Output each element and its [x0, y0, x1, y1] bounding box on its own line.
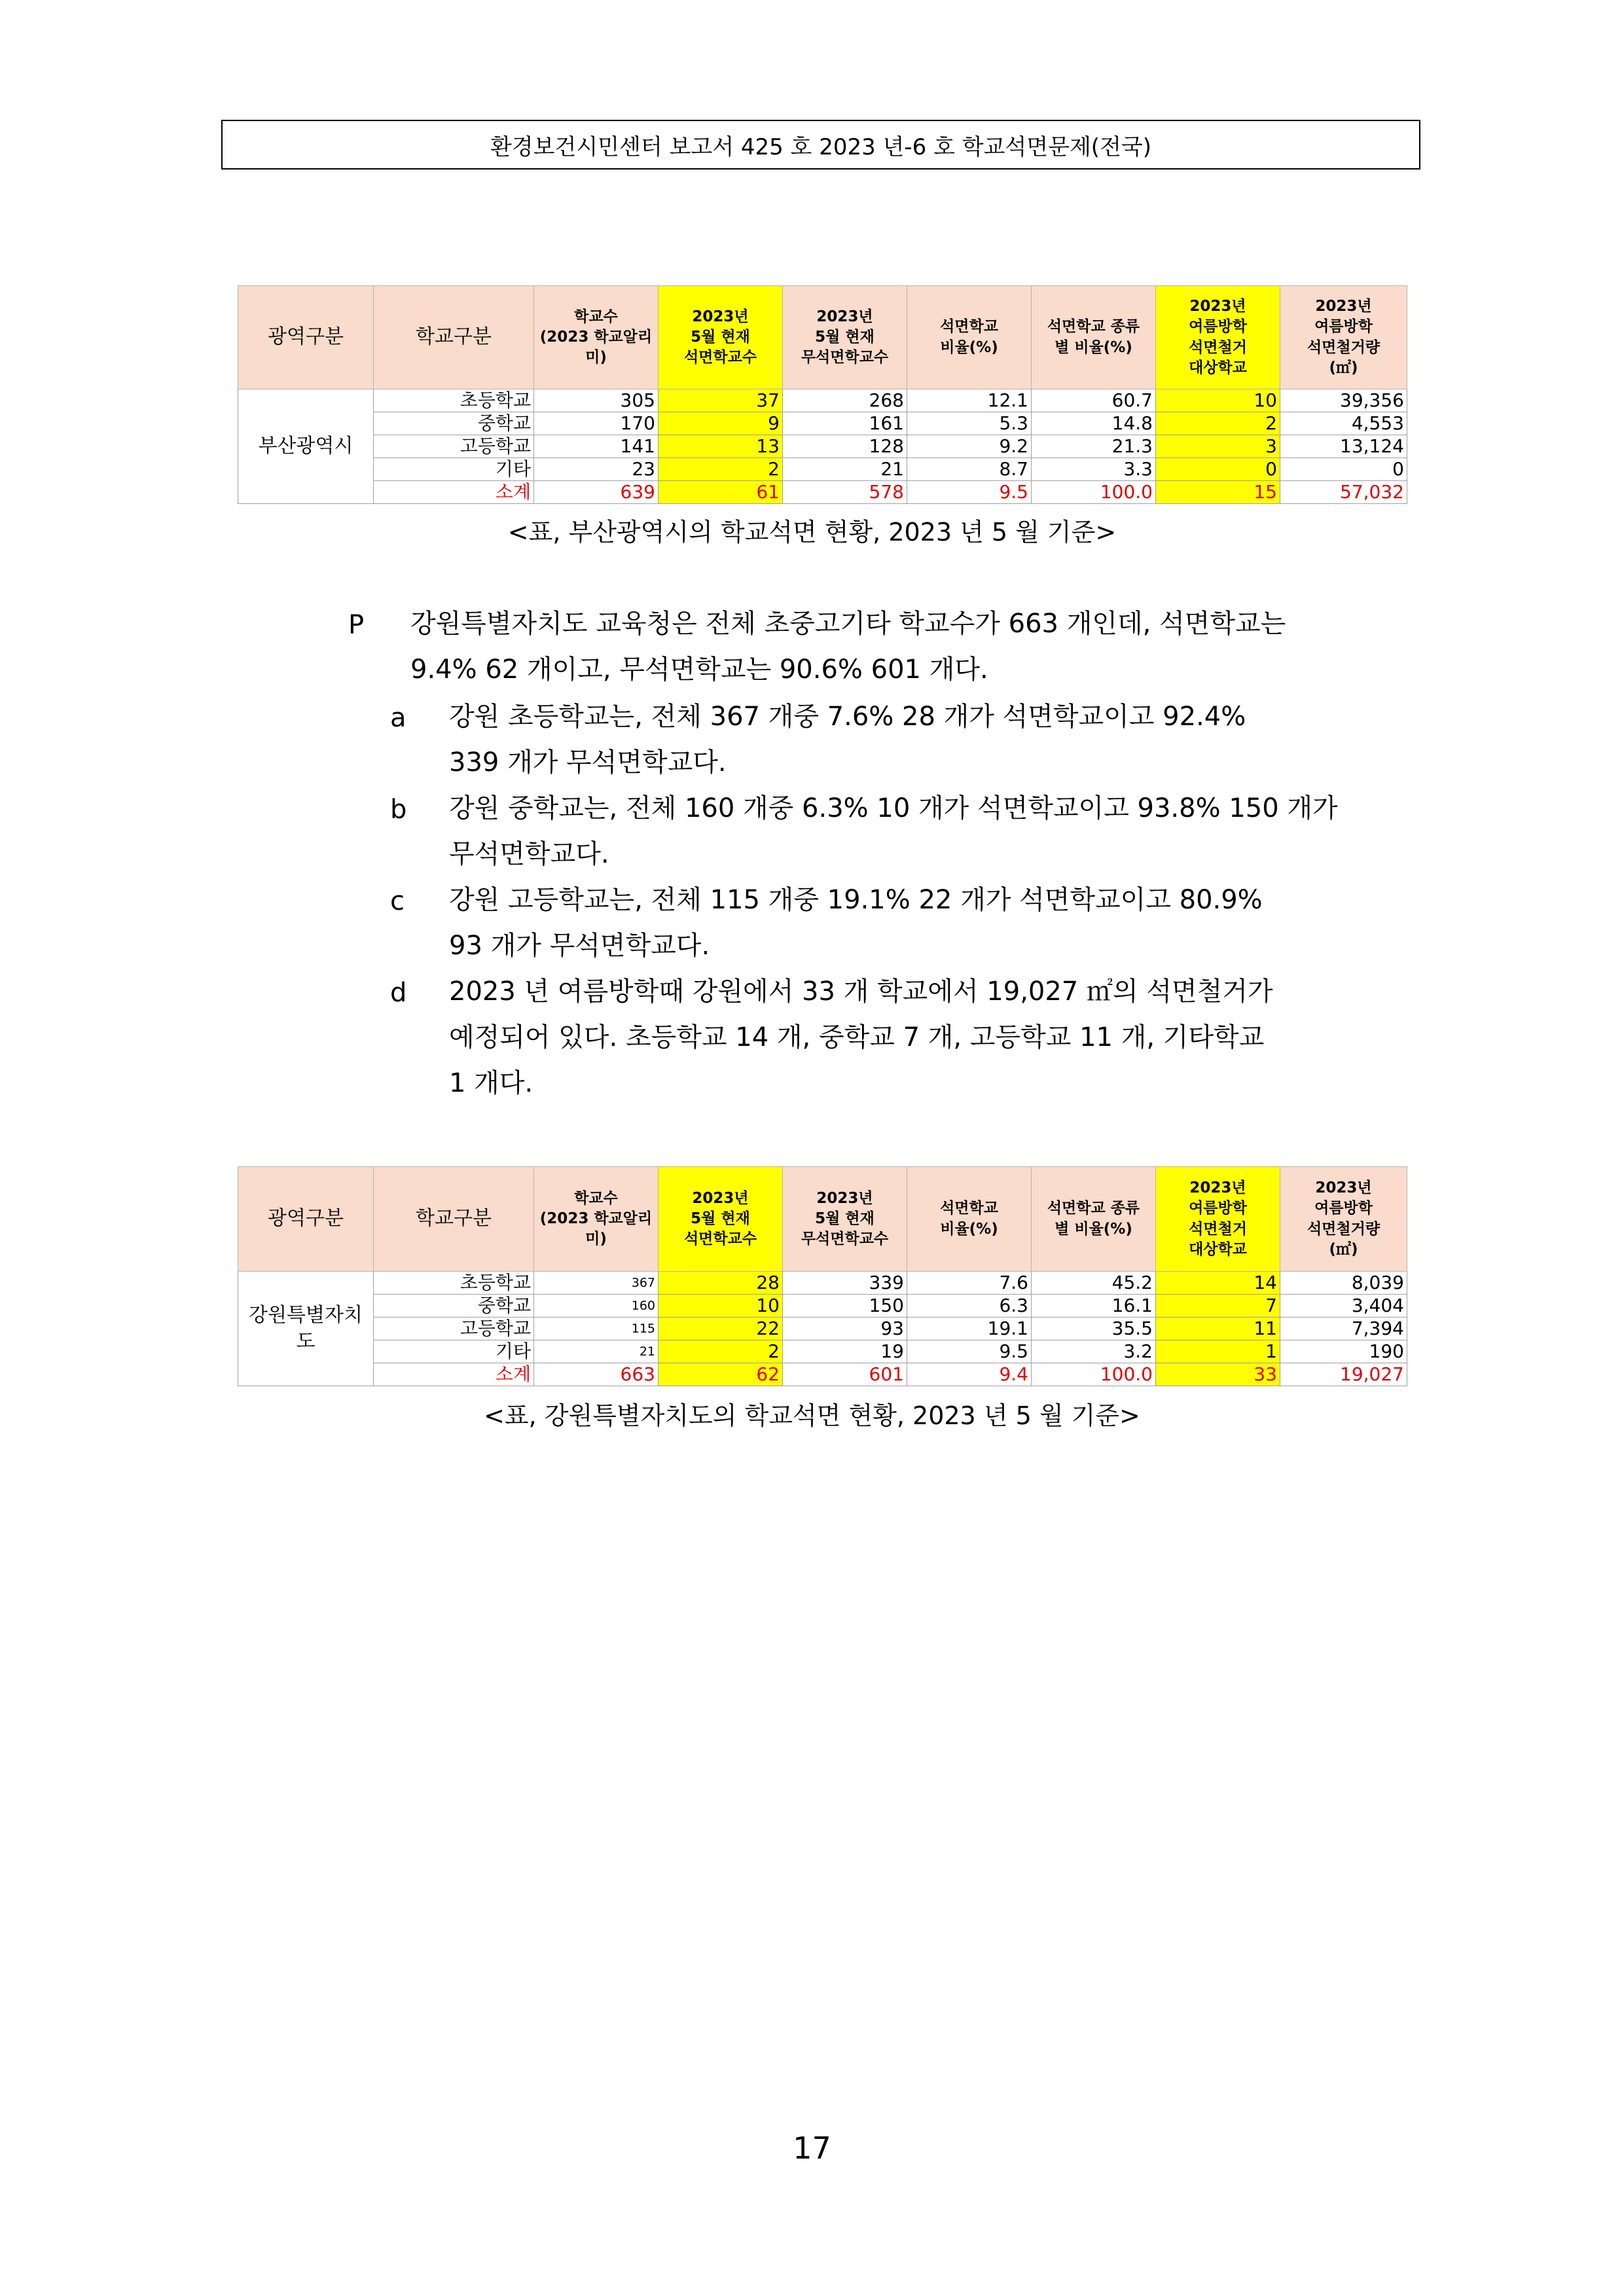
paragraph-line: 2023 년 여름방학때 강원에서 33 개 학교에서 19,027 ㎡의 석면철거가 [449, 977, 1273, 1007]
table-row: 중학교 160 10 150 6.3 16.1 7 3,404 [238, 1295, 1407, 1318]
bullet-marker: d [390, 978, 407, 1008]
paragraph-line: 강원특별자치도 교육청은 전체 초중고기타 학교수가 663 개인데, 석면학교는 [410, 609, 1286, 639]
col-region: 광역구분 [238, 286, 374, 389]
table-row: 고등학교 141 13 128 9.2 21.3 3 13,124 [238, 435, 1407, 458]
school-type-cell: 초등학교 [374, 389, 534, 412]
region-cell: 부산광역시 [238, 389, 374, 504]
paragraph-line: 강원 중학교는, 전체 160 개중 6.3% 10 개가 석면학교이고 93.8% 150 개가 [449, 793, 1338, 823]
busan-table-caption: <표, 부산광역시의 학교석면 현황, 2023 년 5 월 기준> [507, 518, 1117, 547]
report-header [221, 120, 1420, 170]
paragraph-line: 9.4% 62 개이고, 무석면학교는 90.6% 601 개다. [410, 655, 988, 685]
school-type-cell: 기타 [374, 1340, 534, 1363]
school-type-cell: 중학교 [374, 1295, 534, 1318]
school-type-cell: 기타 [374, 458, 534, 481]
table-row: 강원특별자치 도 초등학교 367 28 339 7.6 45.2 14 8,039 [238, 1272, 1407, 1295]
col-asbestos-ratio: 석면학교 비율(%) [907, 1167, 1032, 1272]
col-summer-area: 2023년 여름방학 석면철거량 (㎡) [1280, 286, 1407, 389]
col-asbestos-count: 2023년 5월 현재 석면학교수 [659, 1167, 783, 1272]
col-summer-target: 2023년 여름방학 석면철거 대상학교 [1156, 1167, 1280, 1272]
col-summer-target: 2023년 여름방학 석면철거 대상학교 [1156, 286, 1280, 389]
bullet-marker: P [348, 610, 365, 640]
paragraph-line: 339 개가 무석면학교다. [449, 747, 727, 778]
school-type-cell: 소계 [374, 481, 534, 504]
bullet-marker: b [390, 795, 407, 825]
col-asbestos-count: 2023년 5월 현재 석면학교수 [659, 286, 783, 389]
table-row: 고등학교 115 22 93 19.1 35.5 11 7,394 [238, 1318, 1407, 1340]
col-region: 광역구분 [238, 1167, 374, 1272]
gangwon-table-caption: <표, 강원특별자치도의 학교석면 현황, 2023 년 5 월 기준> [484, 1401, 1140, 1430]
col-summer-area: 2023년 여름방학 석면철거량 (㎡) [1280, 1167, 1407, 1272]
paragraph-line: 1 개다. [449, 1068, 533, 1098]
school-type-cell: 중학교 [374, 412, 534, 435]
school-type-cell: 초등학교 [374, 1272, 534, 1295]
table-header-row [238, 286, 1407, 389]
school-type-cell: 고등학교 [374, 435, 534, 458]
table-row: 기타 21 2 19 9.5 3.2 1 190 [238, 1340, 1407, 1363]
school-type-cell: 고등학교 [374, 1318, 534, 1340]
school-type-cell: 소계 [374, 1363, 534, 1386]
gangwon-school-asbestos-table [238, 1166, 1407, 1386]
col-school-count: 학교수 (2023 학교알리 미) [534, 286, 659, 389]
report-header-title: 환경보건시민센터 보고서 425 호 2023 년-6 호 학교석면문제(전국) [490, 134, 1152, 160]
subtotal-row: 소계 639 61 578 9.5 100.0 15 57,032 [238, 481, 1407, 504]
paragraph-line: 강원 초등학교는, 전체 367 개중 7.6% 28 개가 석면학교이고 92.4% [449, 702, 1246, 732]
paragraph-line: 강원 고등학교는, 전체 115 개중 19.1% 22 개가 석면학교이고 80.9% [449, 885, 1263, 915]
col-nonasbestos-count: 2023년 5월 현재 무석면학교수 [783, 1167, 907, 1272]
col-school-count: 학교수 (2023 학교알리 미) [534, 1167, 659, 1272]
col-nonasbestos-count: 2023년 5월 현재 무석면학교수 [783, 286, 907, 389]
table-header-row [238, 1167, 1407, 1272]
subtotal-row: 소계 663 62 601 9.4 100.0 33 19,027 [238, 1363, 1407, 1386]
paragraph-line: 무석면학교다. [449, 839, 609, 869]
paragraph-line: 예정되어 있다. 초등학교 14 개, 중학교 7 개, 고등학교 11 개, 기타학교 [449, 1022, 1265, 1052]
col-type-ratio: 석면학교 종류 별 비율(%) [1032, 1167, 1156, 1272]
table-row: 기타 23 2 21 8.7 3.3 0 0 [238, 458, 1407, 481]
paragraph-line: 93 개가 무석면학교다. [449, 931, 710, 961]
bullet-marker: a [390, 703, 406, 733]
table-row: 중학교 170 9 161 5.3 14.8 2 4,553 [238, 412, 1407, 435]
table-row: 부산광역시 초등학교 305 37 268 12.1 60.7 10 39,356 [238, 389, 1407, 412]
busan-school-asbestos-table [238, 285, 1407, 504]
bullet-marker: c [390, 886, 405, 916]
col-school-type: 학교구분 [374, 1167, 534, 1272]
col-school-type: 학교구분 [374, 286, 534, 389]
page-number: 17 [793, 2130, 831, 2166]
region-cell: 강원특별자치 도 [238, 1272, 374, 1386]
col-asbestos-ratio: 석면학교 비율(%) [907, 286, 1032, 389]
col-type-ratio: 석면학교 종류 별 비율(%) [1032, 286, 1156, 389]
